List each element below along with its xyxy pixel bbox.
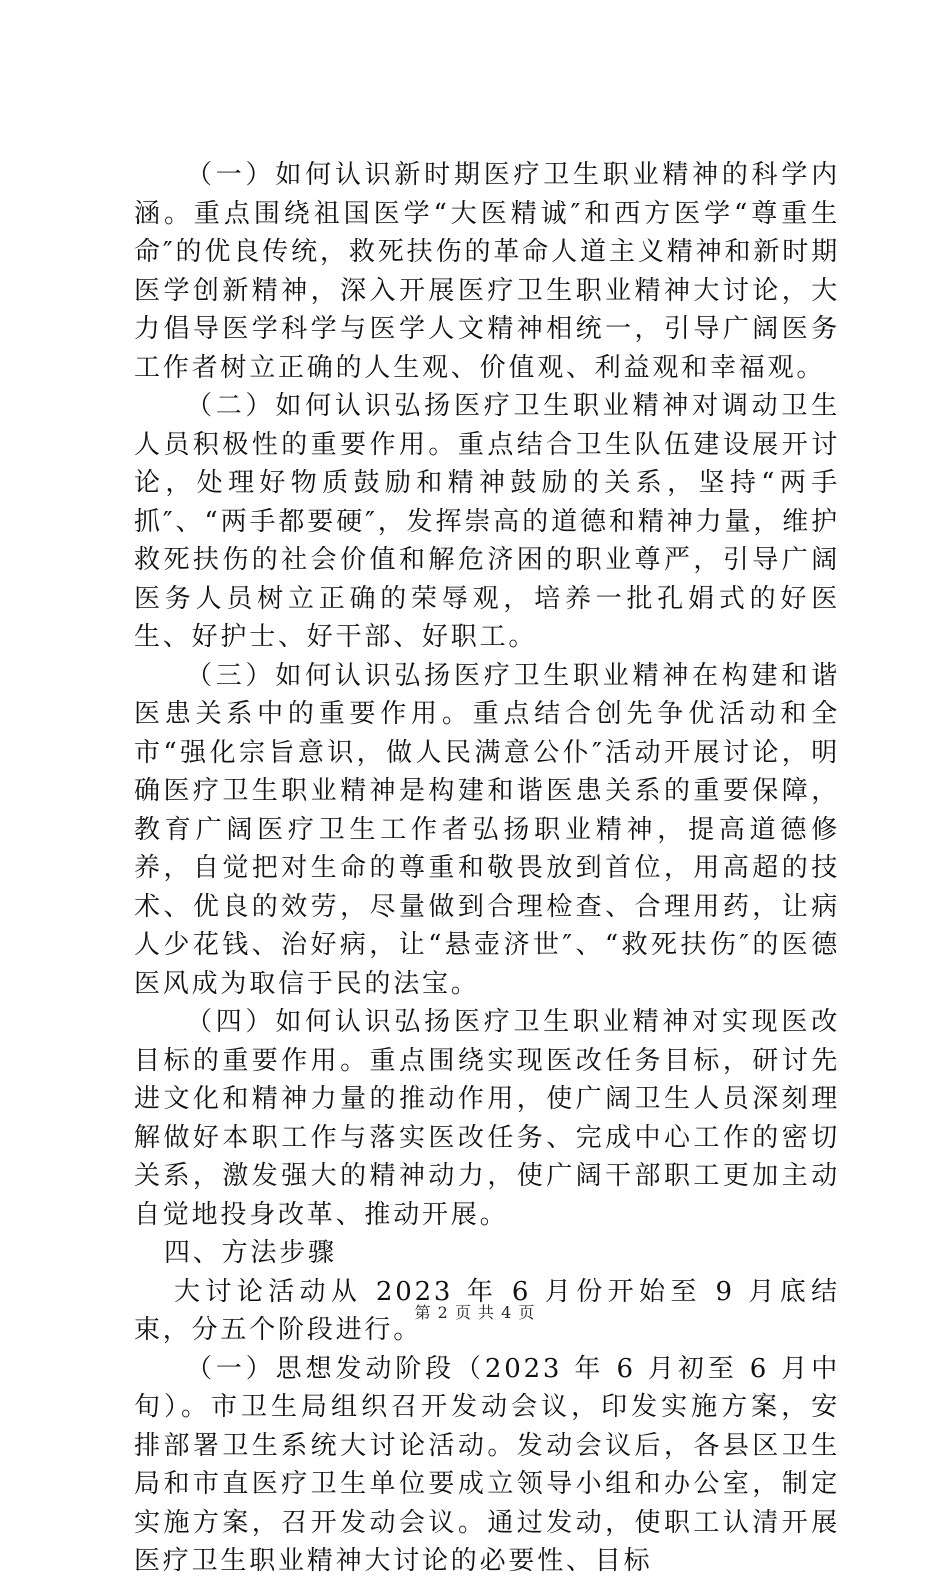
page-number-footer: 第 2 页 共 4 页 <box>414 1303 536 1322</box>
paragraph-methods-intro: 大讨论活动从 2023 年 6 月份开始至 9 月底结束，分五个阶段进行。 <box>134 1276 840 1345</box>
document-body <box>134 156 840 1581</box>
section-heading-methods: 四、方法步骤 <box>164 1238 337 1268</box>
paragraph-topic-3: （三）如何认识弘扬医疗卫生职业精神在构建和谐医患关系中的重要作用。重点结合创先争优活动和全市“强化宗旨意识，做人民满意公仆″活动开展讨论，明确医疗卫生职业精神是构建和谐医患关系的重要保障，教育广阔医疗卫生工作者弘扬职业精神，提高道德修养，自觉把对生命的尊重和敬畏放到首位，用高超的技术、优良的效劳，尽量做到合理检查、合理用药，让病人少花钱、治好病，让“悬壶济世″、“救死扶伤″的医德医风成为取信于民的法宝。 <box>134 660 840 999</box>
paragraph-topic-1: （一）如何认识新时期医疗卫生职业精神的科学内涵。重点围绕祖国医学“大医精诚″和西方医学“尊重生命″的优良传统，救死扶伤的革命人道主义精神和新时期医学创新精神，深入开展医疗卫生职业精神大讨论，大力倡导医学科学与医学人文精神相统一，引导广阔医务工作者树立正确的人生观、价值观、利益观和幸福观。 <box>134 160 840 383</box>
paragraph-topic-2: （二）如何认识弘扬医疗卫生职业精神对调动卫生人员积极性的重要作用。重点结合卫生队伍建设展开讨论，处理好物质鼓励和精神鼓励的关系，坚持“两手抓″、“两手都要硬″，发挥崇高的道德和精神力量，维护救死扶伤的社会价值和解危济困的职业尊严，引导广阔医务人员树立正确的荣辱观，培养一批孔娟式的好医生、好护士、好干部、好职工。 <box>134 391 840 652</box>
paragraph-stage-1: （一）思想发动阶段（2023 年 6 月初至 6 月中旬）。市卫生局组织召开发动会议，印发实施方案，安排部署卫生系统大讨论活动。发动会议后，各县区卫生局和市直医疗卫生单位要成立领导小组和办公室，制定实施方案，召开发动会议。通过发动，使职工认清开展医疗卫生职业精神大讨论的必要性、目标 <box>134 1353 840 1576</box>
paragraph-topic-4: （四）如何认识弘扬医疗卫生职业精神对实现医改目标的重要作用。重点围绕实现医改任务目标，研讨先进文化和精神力量的推动作用，使广阔卫生人员深刻理解做好本职工作与落实医改任务、完成中心工作的密切关系，激发强大的精神动力，使广阔干部职工更加主动自觉地投身改革、推动开展。 <box>134 1007 840 1230</box>
